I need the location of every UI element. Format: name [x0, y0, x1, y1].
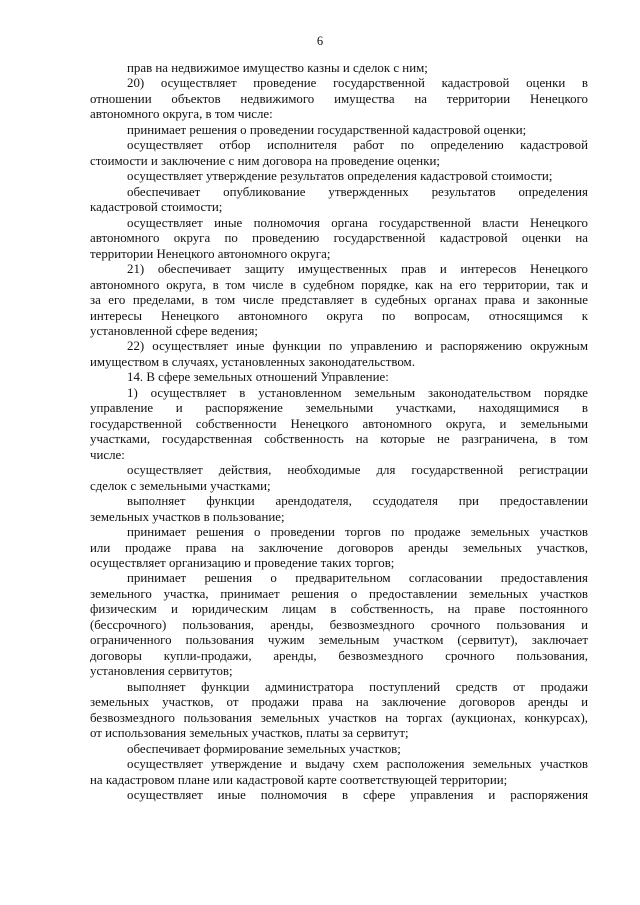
text-line: интересы Ненецкого автономного округа по вопросам, относящимся к: [90, 308, 588, 323]
text-line: установленной сфере ведения;: [90, 323, 258, 338]
text-line: осуществляет иные полномочия органа государственной власти Ненецкого: [127, 215, 588, 230]
document-body: [90, 61, 588, 804]
text-line: выполняет функции администратора поступлений средств от продажи: [127, 679, 588, 694]
text-line: сделок с земельными участками;: [90, 478, 271, 493]
text-line: осуществляет организацию и проведение таких торгов;: [90, 556, 395, 570]
text-line: земельного участка, принимает решения о предоставлении земельных участков: [90, 586, 588, 601]
text-line: от использования земельных участков, платы за сервитут;: [90, 726, 409, 741]
text-line: земельных участков в пользование;: [90, 509, 285, 524]
text-line: безвозмездного пользования земельных участков на торгах (аукционах, конкурсах),: [90, 710, 588, 725]
text-line: осуществляет отбор исполнителя работ по определению кадастровой: [127, 138, 588, 153]
text-line: принимает решения о предварительном согласовании предоставления: [127, 571, 588, 586]
text-line: ограниченного пользования чужим земельным участком (сервитут), заключает: [90, 633, 588, 648]
text-line: за его пределами, в том числе представляет в судебных органах права и законные: [90, 293, 588, 308]
text-line: участками, государственная собственность на которые не разграничена, в том: [90, 432, 588, 447]
text-line: кадастровой стоимости;: [90, 200, 223, 215]
text-line: отношении объектов недвижимого имущества на территории Ненецкого: [90, 91, 588, 106]
text-line: принимает решения о проведении торгов по продаже земельных участков: [127, 525, 588, 540]
text-line: 14. В сфере земельных отношений Управление:: [127, 370, 389, 385]
text-line: управление и распоряжение земельными участками, находящимися в: [90, 401, 588, 416]
text-line: (бессрочного) пользования, аренды, безвозмездного срочного пользования и: [90, 617, 588, 632]
text-line: автономного округа, в том числе в судебном порядке, как на его территории, так и: [90, 277, 588, 292]
text-line: имуществом в случаях, установленных законодательством.: [90, 354, 415, 369]
text-line: 20) осуществляет проведение государственной кадастровой оценки в: [127, 76, 588, 91]
text-line: принимает решения о проведении государственной кадастровой оценки;: [127, 122, 527, 137]
text-line: обеспечивает опубликование утвержденных результатов определения: [127, 184, 588, 199]
text-line: 22) осуществляет иные функции по управлению и распоряжению окружным: [127, 339, 588, 354]
text-line: на кадастровом плане или кадастровой карте соответствующей территории;: [90, 772, 508, 787]
text-line: автономного округа по проведению государственной кадастровой оценки на: [90, 231, 588, 246]
text-line: 1) осуществляет в установленном земельным законодательством порядке: [127, 385, 588, 400]
text-line: автономного округа, в том числе:: [90, 107, 273, 122]
text-line: числе:: [90, 447, 125, 462]
text-line: осуществляет утверждение результатов определения кадастровой стоимости;: [127, 169, 553, 184]
text-line: осуществляет действия, необходимые для государственной регистрации: [127, 463, 588, 478]
text-line: физическим и юридическим лицам в собственность, на праве постоянного: [90, 602, 588, 617]
text-line: или продаже права на заключение договоров аренды земельных участков,: [90, 540, 588, 555]
text-line: прав на недвижимое имущество казны и сделок с ним;: [127, 61, 428, 75]
text-line: государственной собственности Ненецкого автономного округа, и земельными: [90, 416, 588, 431]
text-line: территории Ненецкого автономного округа;: [90, 246, 331, 261]
text-line: договоры купли-продажи, аренды, безвозмездного срочного пользования,: [90, 648, 588, 663]
text-line: обеспечивает формирование земельных участков;: [127, 741, 401, 756]
text-line: выполняет функции арендодателя, ссудодателя при предоставлении: [127, 494, 588, 509]
text-line: осуществляет утверждение и выдачу схем расположения земельных участков: [127, 757, 588, 772]
text-line: 21) обеспечивает защиту имущественных прав и интересов Ненецкого: [127, 262, 588, 277]
text-line: осуществляет иные полномочия в сфере управления и распоряжения: [127, 788, 588, 803]
page-number: 6: [316, 34, 324, 48]
text-line: земельных участков, от продажи права на заключение договоров аренды и: [90, 695, 588, 710]
text-line: установления сервитутов;: [90, 664, 233, 679]
text-line: стоимости и заключение с ним договора на проведение оценки;: [90, 153, 440, 168]
